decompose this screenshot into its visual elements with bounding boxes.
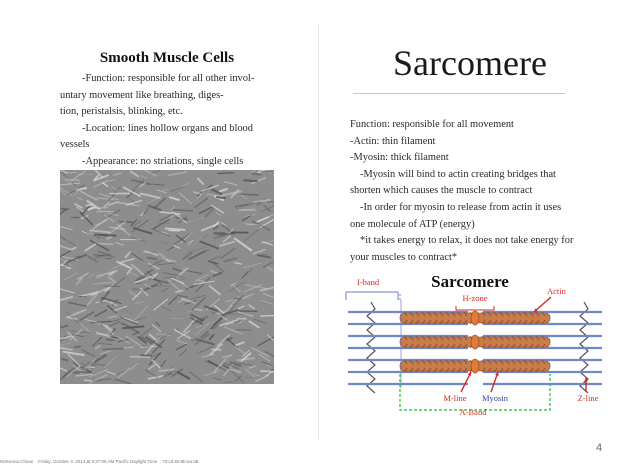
text-line: *it takes energy to relax, it does not take energy for	[360, 235, 574, 247]
m-line-node	[471, 311, 479, 325]
sarcomere-body	[350, 117, 608, 266]
cell-texture	[148, 258, 156, 259]
sarcomere-title: Sarcomere	[393, 43, 547, 83]
cell-texture	[244, 180, 257, 181]
text-line: vessels	[60, 139, 90, 151]
text-line: -Function: responsible for all other invol-	[82, 73, 255, 84]
hzone-label: H-zone	[462, 293, 488, 303]
mline-label: M-line	[443, 393, 467, 403]
cell-texture	[261, 315, 274, 316]
cell-texture	[103, 349, 124, 350]
title-rule	[353, 93, 565, 94]
smooth-muscle-title: Smooth Muscle Cells	[99, 50, 235, 66]
text-line: -Appearance: no striations, single cells	[82, 155, 244, 167]
text-line: -Myosin: thick filament	[350, 152, 449, 164]
text-line: -Actin: thin filament	[350, 135, 436, 147]
text-line: -Myosin will bind to actin creating bridges that	[360, 168, 556, 180]
cell-texture	[218, 173, 234, 174]
cell-texture	[166, 229, 185, 230]
text-line: -Location: lines hollow organs and blood	[82, 122, 253, 134]
myosin-label: Myosin	[482, 393, 508, 403]
cell-texture	[106, 339, 114, 340]
aband-label: A-Band	[459, 407, 487, 417]
m-line-node	[471, 359, 479, 373]
zline-label: Z-line	[577, 393, 599, 403]
cell-texture	[95, 235, 116, 236]
text-line: Function: responsible for all movement	[350, 119, 514, 130]
page-divider	[318, 24, 319, 440]
sarcomere-diagram	[338, 270, 608, 430]
smooth-muscle-body	[60, 71, 274, 171]
text-line: tion, peristalsis, blinking, etc.	[60, 106, 183, 118]
cell-texture	[225, 382, 232, 383]
text-line: your muscles to contract*	[350, 251, 458, 263]
aband-bracket	[400, 374, 550, 410]
text-line: one molecule of ATP (energy)	[350, 218, 475, 230]
iband-label: I-band	[357, 277, 380, 287]
text-line: -In order for myosin to release from actin it uses	[360, 201, 562, 213]
smooth-muscle-micrograph	[60, 170, 274, 384]
cell-texture	[261, 371, 274, 372]
hzone-bracket	[456, 306, 494, 310]
actin-label: Actin	[547, 286, 566, 296]
cell-texture	[62, 359, 68, 360]
page-number: 4	[596, 442, 603, 454]
cell-texture	[240, 194, 258, 195]
cell-texture	[85, 380, 92, 381]
iband-bracket	[346, 292, 398, 300]
diagram-title: Sarcomere	[431, 272, 509, 291]
cell-texture	[237, 330, 252, 331]
text-line: shorten which causes the muscle to contract	[350, 185, 533, 197]
m-line-node	[471, 335, 479, 349]
print-footer: McKenna Chase Friday, October 3, 2014 at 9:37:05 AM Pacific Daylight Time 70:cd:60:8b:ea:a8	[0, 459, 199, 464]
text-line: untary movement like breathing, diges-	[60, 89, 224, 101]
